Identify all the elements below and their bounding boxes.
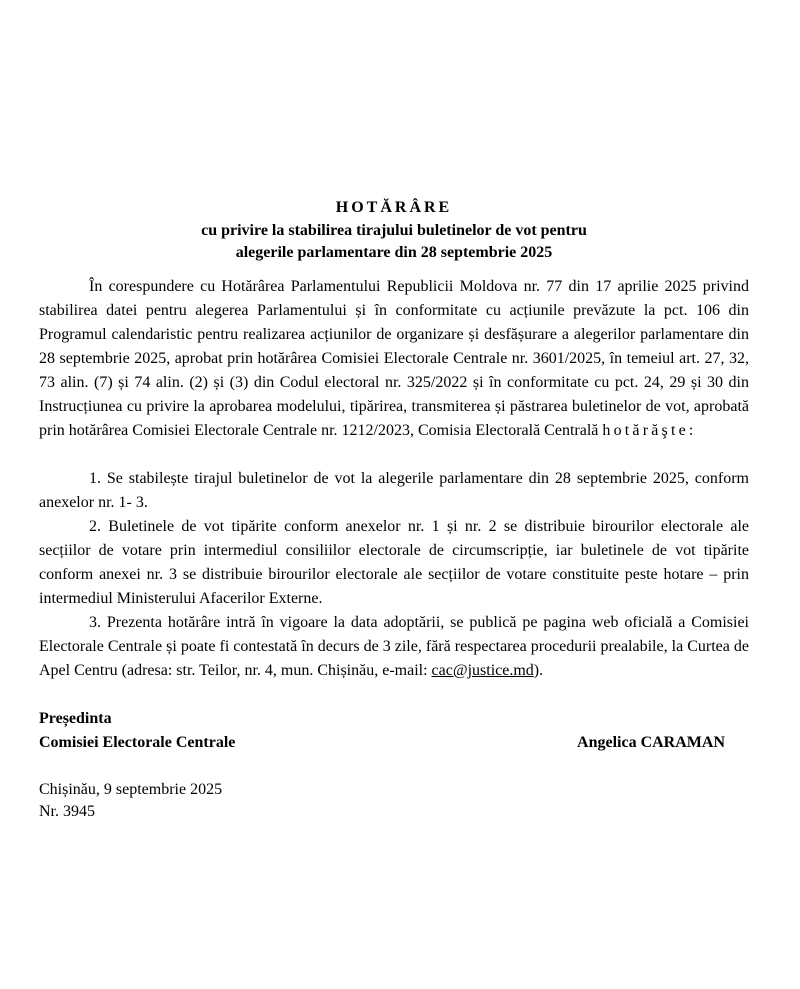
- decision-item-1: 1. Se stabilește tirajul buletinelor de vot la alegerile parlamentare din 28 septembrie 2025, conform anexelor nr. 1- 3.: [39, 470, 749, 511]
- intro-text: În corespundere cu Hotărârea Parlamentului Republicii Moldova nr. 77 din 17 aprilie 2025 privind stabilirea datei pentru alegerea Parlamentului și în conformitate cu acțiunile prevăzute la pct. 106 din Programul calendaristic pentru realizarea acțiunilor de organizare și desfășurare a alegerilor parlamentare din 28 septembrie 2025, aprobat prin hotărârea Comisiei Electorale Centrale nr. 3601/2025, în temeiul art. 27, 32, 73 alin. (7) și 74 alin. (2) și (3) din Codul electoral nr. 325/2022 și în conformitate cu pct. 24, 29 și 30 din Instrucțiunea cu privire la aprobarea modelului, tipărirea, transmiterea și păstrarea buletinelor de vot, aprobată prin hotărârea Comisiei Electorale Centrale nr. 1212/2023, Comisia Electorală Centrală: [39, 278, 749, 439]
- decision-item-3-text: 3. Prezenta hotărâre intră în vigoare la data adoptării, se publică pe pagina web oficială a Comisiei Electorale Centrale și poate fi contestată în decurs de 3 zile, fără respectarea procedurii prealabile, la Curtea de Apel Centru (adresa: str. Teilor, nr. 4, mun. Chișinău, e-mail:: [39, 614, 749, 679]
- document-subtitle-line2: alegerile parlamentare din 28 septembrie 2025: [235, 244, 553, 261]
- document-page: [39, 196, 749, 823]
- document-footer: [39, 779, 749, 823]
- decision-item-3: [39, 611, 749, 683]
- document-number: Nr. 3945: [39, 803, 95, 820]
- decides-word: hotărăşte:: [602, 422, 697, 439]
- place-date: Chișinău, 9 septembrie 2025: [39, 781, 223, 798]
- signature-role-line1: Președinta: [39, 710, 112, 727]
- document-subtitle-line1: cu privire la stabilirea tirajului buletinelor de vot pentru: [201, 222, 587, 239]
- intro-paragraph: [39, 275, 749, 443]
- document-title: HOTĂRÂRE: [335, 199, 453, 216]
- decision-item-3-end: ).: [533, 662, 544, 679]
- decision-items: [39, 467, 749, 683]
- signatory-name: Angelica CARAMAN: [577, 734, 725, 751]
- signature-role-line2: Comisiei Electorale Centrale: [39, 734, 236, 751]
- email-link[interactable]: cac@justice.md: [431, 662, 534, 679]
- decision-item-2: 2. Buletinele de vot tipărite conform anexelor nr. 1 și nr. 2 se distribuie birourilor electorale ale secțiilor de votare prin intermediul consiliilor electorale de circumscripție, iar buletinele de vot tipărite conform anexei nr. 3 se distribuie birourilor electorale ale secțiilor de votare constituite peste hotare – prin intermediul Ministerului Afacerilor Externe.: [39, 518, 749, 607]
- signature-row: [39, 731, 749, 755]
- signature-block: [39, 707, 749, 755]
